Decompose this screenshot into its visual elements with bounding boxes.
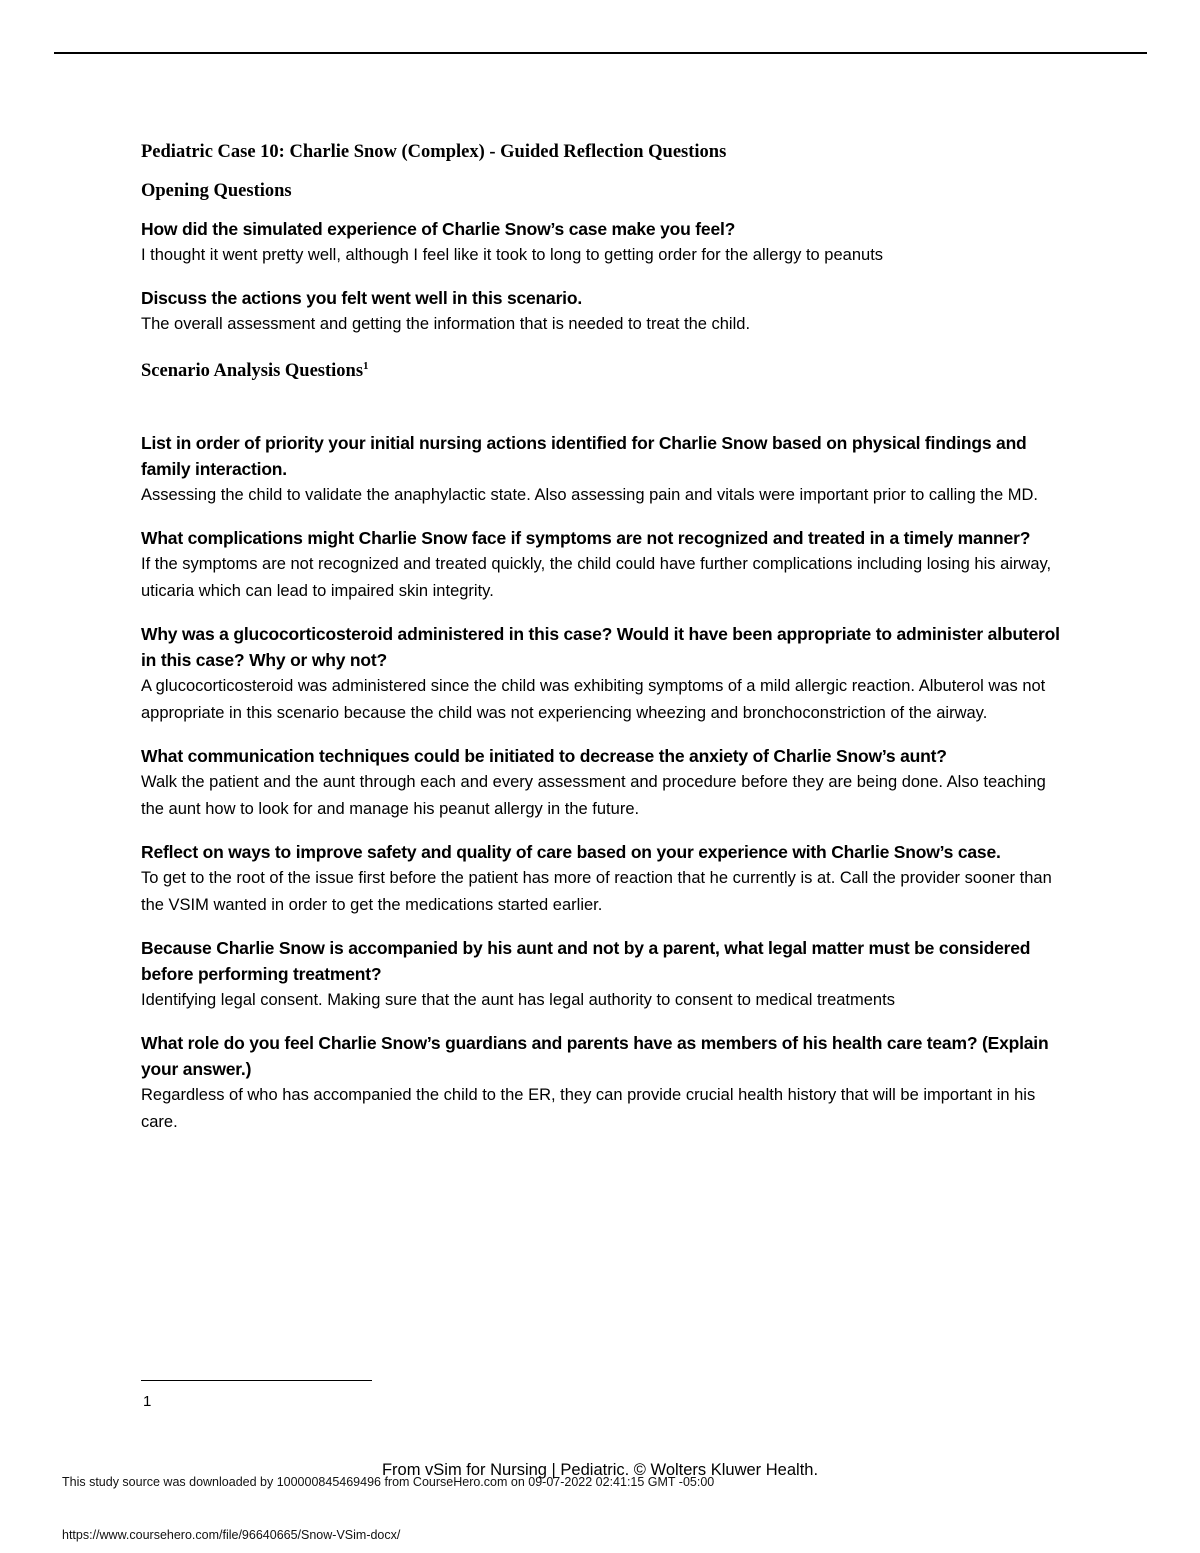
question: What complications might Charlie Snow face if symptoms are not recognized and treated in a timely manner? <box>141 528 1031 549</box>
qa-item <box>141 525 1061 605</box>
answer: A glucocorticosteroid was administered since the child was exhibiting symptoms of a mild allergic reaction. Albuterol was not appropriate in this scenario because the child was not experiencing wheezing and bronchoconstriction of the airway. <box>141 677 1046 723</box>
answer: If the symptoms are not recognized and treated quickly, the child could have further complications including losing his airway, uticaria which can lead to impaired skin integrity. <box>141 555 1052 601</box>
scenario-analysis-heading-text: Scenario Analysis Questions <box>141 361 364 382</box>
footnote-mark: 1 <box>363 360 369 372</box>
answer: Identifying legal consent. Making sure that the aunt has legal authority to consent to medical treatments <box>141 991 895 1010</box>
qa-item <box>141 285 1061 338</box>
question: Because Charlie Snow is accompanied by his aunt and not by a parent, what legal matter must be considered before performing treatment? <box>141 938 1031 985</box>
answer: Walk the patient and the aunt through each and every assessment and procedure before they are being done. Also teaching the aunt how to look for and manage his peanut allergy in the future. <box>141 773 1046 819</box>
document-title: Pediatric Case 10: Charlie Snow (Complex) - Guided Reflection Questions <box>141 142 727 162</box>
qa-item <box>141 430 1061 509</box>
header-rule <box>54 52 1147 54</box>
answer: Assessing the child to validate the anaphylactic state. Also assessing pain and vitals were important prior to calling the MD. <box>141 486 1038 505</box>
question: What communication techniques could be initiated to decrease the anxiety of Charlie Snow’s aunt? <box>141 746 947 767</box>
answer: Regardless of who has accompanied the child to the ER, they can provide crucial health history that will be important in his care. <box>141 1086 1036 1132</box>
qa-item <box>141 839 1061 919</box>
document-body <box>141 142 1061 1152</box>
question: Reflect on ways to improve safety and quality of care based on your experience with Charlie Snow’s case. <box>141 842 1001 863</box>
opening-questions <box>141 216 1061 338</box>
answer: I thought it went pretty well, although I feel like it took to long to getting order for the allergy to peanuts <box>141 246 884 264</box>
scenario-analysis-heading <box>141 360 1061 382</box>
question: Discuss the actions you felt went well in this scenario. <box>141 288 582 308</box>
qa-item <box>141 216 1061 269</box>
footnote-number: 1 <box>143 1393 152 1410</box>
qa-item <box>141 621 1061 727</box>
opening-questions-heading: Opening Questions <box>141 181 292 201</box>
question: What role do you feel Charlie Snow’s guardians and parents have as members of his health care team? (Explain your answer.) <box>141 1033 1049 1080</box>
qa-item <box>141 1030 1061 1136</box>
question: How did the simulated experience of Charlie Snow’s case make you feel? <box>141 219 736 239</box>
download-notice: This study source was downloaded by 100000845469496 from CourseHero.com on 09-07-2022 02:41:15 GMT -05:00 <box>62 1475 715 1489</box>
vsim-credit: From vSim for Nursing | Pediatric. © Wolters Kluwer Health. <box>381 1461 819 1479</box>
footnote-rule <box>141 1380 372 1381</box>
answer: To get to the root of the issue first before the patient has more of reaction that he currently is at. Call the provider sooner than the VSIM wanted in order to get the medications started earlier. <box>141 869 1052 915</box>
question: Why was a glucocorticosteroid administered in this case? Would it have been appropriate to administer albuterol in this case? Why or why not? <box>141 624 1060 671</box>
scenario-analysis-questions <box>141 430 1061 1136</box>
qa-item <box>141 743 1061 823</box>
source-url-link[interactable]: https://www.coursehero.com/file/96640665/Snow-VSim-docx/ <box>62 1528 401 1542</box>
question: List in order of priority your initial nursing actions identified for Charlie Snow based on physical findings and family interaction. <box>141 433 1027 480</box>
answer: The overall assessment and getting the information that is needed to treat the child. <box>141 315 751 333</box>
qa-item <box>141 935 1061 1014</box>
